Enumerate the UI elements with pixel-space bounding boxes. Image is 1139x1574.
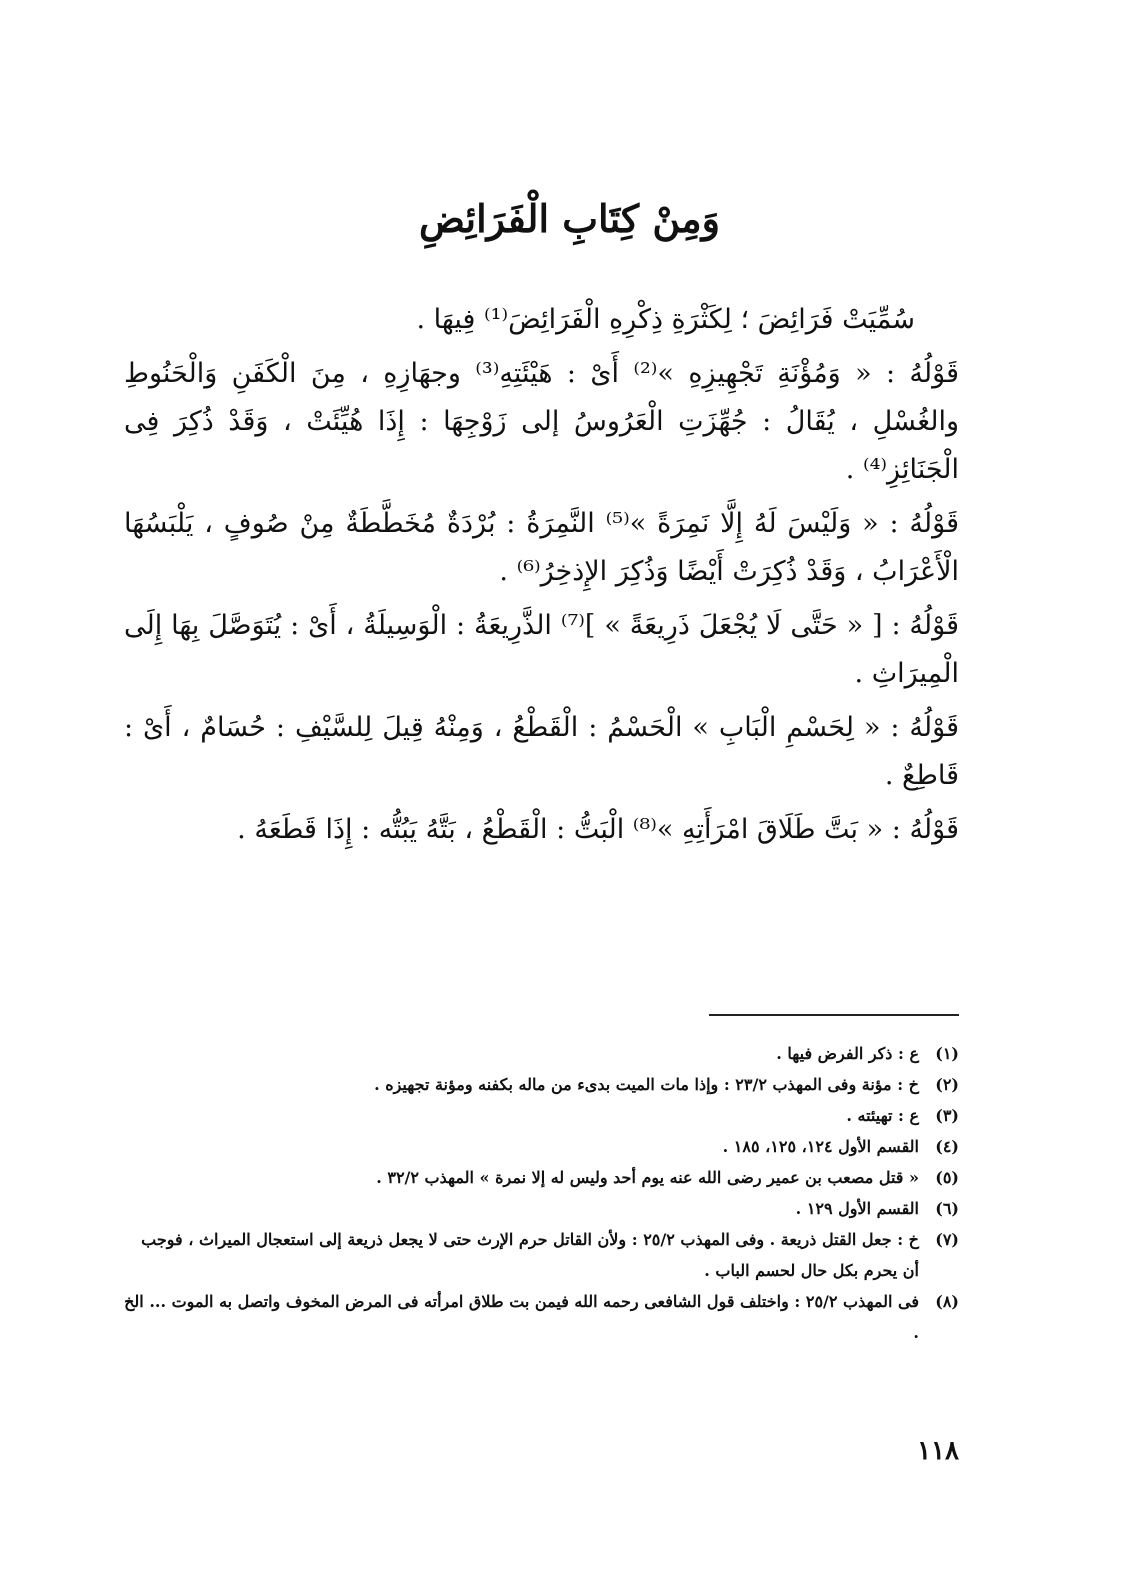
paragraph-dharia: قَوْلُهُ : [ « حَتَّى لَا يُجْعَلَ ذَرِيعَةً » ]⁽⁷⁾ الذَّرِيعَةُ : الْوَسِيلَةُ ، أَىْ : يُتَوَصَّلَ بِهَا إِلَى الْمِيرَاثِ . xyxy=(124,610,959,689)
paragraph-batt: قَوْلُهُ : « بَتَّ طَلَاقَ امْرَأَتِهِ »⁽⁸⁾ الْبَتُّ : الْقَطْعُ ، بَتَّهُ يَبُتُّه : إِذَا قَطَعَهُ . xyxy=(237,814,959,845)
footnote-text: ع : ذكر الفرض فيها . xyxy=(776,1044,919,1063)
footnote-number: (٢) xyxy=(935,1075,959,1094)
footnote-text: خ : جعل القتل ذريعة . وفى المهذب ٢٥/٢ : ولأن القاتل حرم الإرث حتى لا يجعل ذريعة إلى استعجال الميراث ، فوجب أن يحرم بكل حال لحسم الباب . xyxy=(141,1230,919,1280)
footnote-separator xyxy=(709,1014,959,1016)
footnote-item xyxy=(124,1038,959,1069)
footnote-item xyxy=(124,1131,959,1162)
footnote-text: « قتل مصعب بن عمير رضى الله عنه يوم أحد وليس له إلا نمرة » المهذب ٣٢/٢ . xyxy=(376,1168,919,1187)
footnote-item xyxy=(124,1286,959,1348)
footnotes xyxy=(124,1038,959,1348)
footnote-number: (٥) xyxy=(935,1168,959,1187)
paragraph-hasm: قَوْلُهُ : « لِحَسْمِ الْبَابِ » الْحَسْمُ : الْقَطْعُ ، وَمِنْهُ قِيلَ لِلسَّيْفِ : حُسَامٌ ، أَىْ : قَاطِعٌ . xyxy=(124,712,959,791)
footnote-number: (١) xyxy=(935,1044,959,1063)
footnote-text: فى المهذب ٢٥/٢ : واختلف قول الشافعى رحمه الله فيمن بت طلاق امرأته فى المرض المخوف واتصل به الموت ... الخ . xyxy=(124,1292,919,1342)
footnote-text: القسم الأول ١٢٩ . xyxy=(795,1199,919,1218)
footnote-item xyxy=(124,1100,959,1131)
paragraph-intro: سُمِّيَتْ فَرَائِضَ ؛ لِكَثْرَةِ ذِكْرِهِ الْفَرَائِضَ⁽¹⁾ فِيهَا . xyxy=(416,304,915,335)
footnote-text: خ : مؤنة وفى المهذب ٢٣/٢ : وإذا مات الميت بدىء من ماله بكفنه ومؤنة تجهيزه . xyxy=(374,1075,919,1094)
footnote-text: القسم الأول ١٢٤، ١٢٥، ١٨٥ . xyxy=(722,1137,919,1156)
footnote-number: (٤) xyxy=(935,1137,959,1156)
footnote-item xyxy=(124,1162,959,1193)
paragraph-tajhiz: قَوْلُهُ : « وَمُؤْنَةِ تَجْهِيزِهِ »⁽²⁾ أَىْ : هَيْئَتِهِ⁽³⁾ وجهَازِهِ ، مِنَ الْكَفَنِ وَالْحَنُوطِ والغُسْلِ ، يُقَالُ : جُهِّزَتِ الْعَرُوسُ إلى زَوْجِهَا : إِذَا هُيِّئَتْ ، وَقَدْ ذُكِرَ فِى الْجَنَائِزِ⁽⁴⁾ . xyxy=(124,358,959,485)
footnote-number: (٨) xyxy=(935,1292,959,1311)
footnote-text: ع : تهيئته . xyxy=(846,1106,919,1125)
footnote-number: (٣) xyxy=(935,1106,959,1125)
footnote-item xyxy=(124,1224,959,1286)
chapter-title: وَمِنْ كِتَابِ الْفَرَائِضِ xyxy=(418,196,720,241)
page-number: ١١٨ xyxy=(917,1436,959,1466)
body-text xyxy=(124,296,959,860)
footnote-number: (٦) xyxy=(935,1199,959,1218)
footnote-item xyxy=(124,1193,959,1224)
footnote-item xyxy=(124,1069,959,1100)
paragraph-namira: قَوْلُهُ : « وَلَيْسَ لَهُ إِلَّا نَمِرَةً »⁽⁵⁾ النَّمِرَةُ : بُرْدَةٌ مُخَطَّطَةٌ مِنْ صُوفٍ ، يَلْبَسُهَا الْأَعْرَابُ ، وَقَدْ ذُكِرَتْ أَيْضًا وَذُكِرَ الإِذخِرُ⁽⁶⁾ . xyxy=(124,508,959,587)
footnote-number: (٧) xyxy=(935,1230,959,1249)
